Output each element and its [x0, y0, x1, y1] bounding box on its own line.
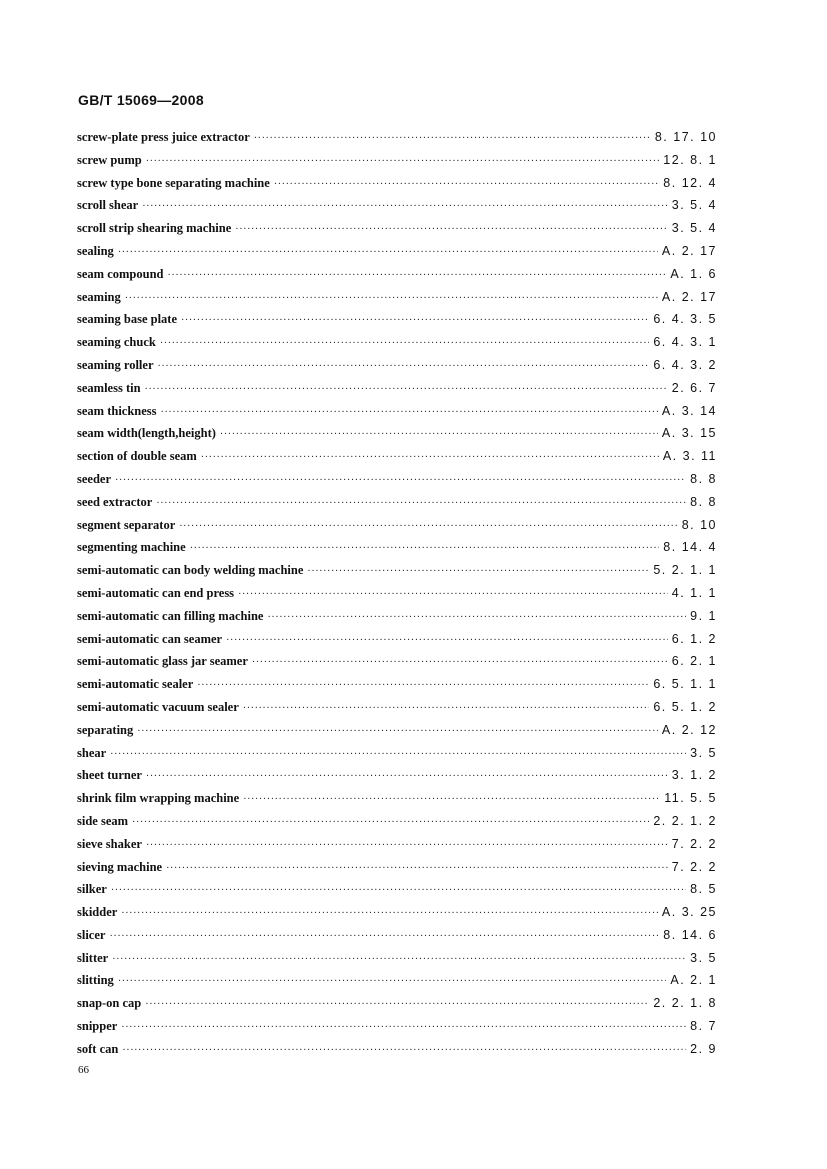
clause-reference: 6. 4. 3. 5 — [653, 312, 717, 327]
index-term: seed extractor — [77, 494, 153, 509]
index-term: semi-automatic glass jar seamer — [77, 654, 248, 669]
index-entry — [77, 700, 717, 723]
index-entry — [77, 221, 717, 244]
index-term: screw pump — [77, 152, 142, 167]
dot-leader — [142, 201, 668, 212]
index-term: seeder — [77, 471, 112, 486]
index-term: shear — [77, 745, 107, 760]
dot-leader — [220, 429, 658, 440]
index-term: soft can — [77, 1041, 119, 1056]
index-entry — [77, 244, 717, 267]
index-term: snipper — [77, 1019, 118, 1034]
clause-reference: 2. 2. 1. 8 — [653, 996, 717, 1011]
dot-leader — [146, 771, 668, 782]
index-entry — [77, 495, 717, 518]
clause-reference: 8. 14. 4 — [663, 540, 717, 555]
index-entry — [77, 928, 717, 951]
index-entry — [77, 1042, 717, 1065]
dot-leader — [158, 361, 650, 372]
index-entry — [77, 290, 717, 313]
index-entry — [77, 677, 717, 700]
index-entry — [77, 746, 717, 769]
clause-reference: A. 2. 12 — [661, 722, 717, 737]
index-term: seamless tin — [77, 380, 141, 395]
dot-leader — [226, 635, 668, 646]
clause-reference: 8. 8 — [690, 494, 717, 509]
clause-reference: 8. 5 — [690, 882, 717, 897]
index-term: shrink film wrapping machine — [77, 791, 240, 806]
clause-reference: 7. 2. 2 — [671, 859, 717, 874]
clause-reference: 3. 5. 4 — [671, 221, 717, 236]
dot-leader — [201, 452, 659, 463]
index-entry — [77, 449, 717, 472]
clause-reference: 2. 2. 1. 2 — [653, 813, 717, 828]
index-term: segmenting machine — [77, 540, 186, 555]
clause-reference: 8. 8 — [690, 471, 717, 486]
clause-reference: 11. 5. 5 — [664, 791, 717, 806]
index-entry — [77, 860, 717, 883]
index-entry — [77, 472, 717, 495]
index-entry — [77, 632, 717, 655]
clause-reference: 6. 1. 2 — [671, 631, 717, 646]
index-term: semi-automatic sealer — [77, 677, 194, 692]
clause-reference: 2. 6. 7 — [671, 380, 717, 395]
index-entry — [77, 518, 717, 541]
index-term: segment separator — [77, 517, 176, 532]
dot-leader — [267, 612, 686, 623]
clause-reference: 9. 1 — [690, 608, 717, 623]
index-term: skidder — [77, 905, 118, 920]
index-term: sieving machine — [77, 859, 163, 874]
clause-reference: 6. 2. 1 — [671, 654, 717, 669]
index-term: side seam — [77, 813, 129, 828]
index-term: scroll strip shearing machine — [77, 221, 232, 236]
clause-reference: 12. 8. 1 — [663, 152, 717, 167]
clause-reference: 8. 10 — [681, 517, 717, 532]
dot-leader — [235, 224, 667, 235]
index-entry — [77, 791, 717, 814]
index-term: seam thickness — [77, 403, 157, 418]
clause-reference: 8. 14. 6 — [663, 927, 717, 942]
clause-reference: 4. 1. 1 — [671, 585, 717, 600]
dot-leader — [146, 156, 660, 167]
dot-leader — [132, 817, 649, 828]
index-entry — [77, 654, 717, 677]
index-term: slicer — [77, 927, 106, 942]
clause-reference: 6. 5. 1. 2 — [653, 699, 717, 714]
index-term: slitter — [77, 950, 109, 965]
dot-leader — [243, 794, 660, 805]
clause-reference: A. 2. 1 — [670, 973, 717, 988]
clause-reference: A. 3. 14 — [661, 403, 717, 418]
clause-reference: 8. 17. 10 — [654, 130, 717, 144]
index-entry — [77, 882, 717, 905]
clause-reference: 2. 9 — [690, 1041, 717, 1056]
dot-leader — [190, 543, 660, 554]
index-entry — [77, 905, 717, 928]
clause-reference: 3. 5. 4 — [671, 198, 717, 213]
dot-leader — [238, 589, 668, 600]
page-number: 66 — [78, 1064, 89, 1076]
clause-reference: A. 2. 17 — [661, 289, 717, 304]
dot-leader — [145, 999, 649, 1010]
index-entry — [77, 404, 717, 427]
clause-reference: A. 3. 15 — [661, 426, 717, 441]
index-entry — [77, 996, 717, 1019]
dot-leader — [166, 863, 668, 874]
dot-leader — [179, 521, 677, 532]
index-term: snap-on cap — [77, 996, 142, 1011]
index-term: seaming base plate — [77, 312, 177, 327]
dot-leader — [254, 133, 651, 144]
dot-leader — [110, 749, 686, 760]
index-entry — [77, 358, 717, 381]
index-entry — [77, 198, 717, 221]
index-entry — [77, 176, 717, 199]
index-entry — [77, 267, 717, 290]
clause-reference: 6. 5. 1. 1 — [653, 677, 717, 692]
dot-leader — [137, 726, 658, 737]
dot-leader — [156, 498, 686, 509]
index-entry — [77, 814, 717, 837]
index-term: seaming chuck — [77, 335, 156, 350]
clause-reference: 7. 2. 2 — [671, 836, 717, 851]
index-entry — [77, 335, 717, 358]
index-term: sheet turner — [77, 768, 142, 783]
index-term: screw type bone separating machine — [77, 175, 270, 190]
dot-leader — [121, 908, 658, 919]
index-term: sealing — [77, 243, 114, 258]
index-term: separating — [77, 722, 134, 737]
index-entry — [77, 951, 717, 974]
index-term: seam compound — [77, 266, 164, 281]
dot-leader — [125, 293, 658, 304]
clause-reference: 6. 4. 3. 1 — [653, 335, 717, 350]
clause-reference: A. 1. 6 — [670, 266, 717, 281]
dot-leader — [145, 384, 668, 395]
index-entry — [77, 768, 717, 791]
index-entry — [77, 563, 717, 586]
dot-leader — [161, 407, 658, 418]
clause-reference: 6. 4. 3. 2 — [653, 357, 717, 372]
clause-reference: A. 3. 11 — [662, 449, 717, 464]
index-term: seaming roller — [77, 357, 154, 372]
dot-leader — [243, 703, 650, 714]
index-term: semi-automatic vacuum sealer — [77, 699, 239, 714]
index-term: slitting — [77, 973, 114, 988]
index-entry — [77, 540, 717, 563]
index-entry — [77, 586, 717, 609]
index-entry — [77, 130, 717, 153]
index-term: scroll shear — [77, 198, 139, 213]
dot-leader — [122, 1045, 686, 1056]
clause-reference: 8. 12. 4 — [663, 175, 717, 190]
index-entry — [77, 153, 717, 176]
index-term: seaming — [77, 289, 121, 304]
dot-leader — [118, 247, 658, 258]
index-term: seam width(length,height) — [77, 426, 216, 441]
clause-reference: A. 3. 25 — [661, 905, 717, 920]
index-entry — [77, 1019, 717, 1042]
dot-leader — [112, 954, 686, 965]
index-term: semi-automatic can end press — [77, 585, 235, 600]
dot-leader — [118, 976, 667, 987]
dot-leader — [252, 657, 668, 668]
index-entry — [77, 381, 717, 404]
index-entry — [77, 312, 717, 335]
dot-leader — [111, 885, 686, 896]
index-term: screw-plate press juice extractor — [77, 130, 250, 144]
index-entry — [77, 609, 717, 632]
index-term: semi-automatic can seamer — [77, 631, 223, 646]
dot-leader — [160, 338, 650, 349]
index-entry — [77, 973, 717, 996]
index-entry — [77, 723, 717, 746]
index-term: section of double seam — [77, 449, 197, 464]
dot-leader — [121, 1022, 686, 1033]
clause-reference: 3. 5 — [690, 950, 717, 965]
index-entry — [77, 837, 717, 860]
clause-reference: 3. 1. 2 — [671, 768, 717, 783]
index-term: semi-automatic can filling machine — [77, 608, 264, 623]
standard-code: GB/T 15069—2008 — [78, 92, 204, 108]
index-entry — [77, 426, 717, 449]
clause-reference: 8. 7 — [690, 1019, 717, 1034]
clause-reference: 3. 5 — [690, 745, 717, 760]
dot-leader — [115, 475, 686, 486]
clause-reference: 5. 2. 1. 1 — [653, 563, 717, 578]
index-term: silker — [77, 882, 107, 897]
dot-leader — [274, 179, 659, 190]
clause-reference: A. 2. 17 — [661, 243, 717, 258]
dot-leader — [197, 680, 649, 691]
dot-leader — [109, 931, 659, 942]
dot-leader — [146, 840, 668, 851]
index-term: sieve shaker — [77, 836, 142, 851]
dot-leader — [167, 270, 666, 281]
index-term: semi-automatic can body welding machine — [77, 563, 304, 578]
dot-leader — [181, 315, 649, 326]
dot-leader — [307, 566, 649, 577]
index-list — [77, 130, 717, 1065]
